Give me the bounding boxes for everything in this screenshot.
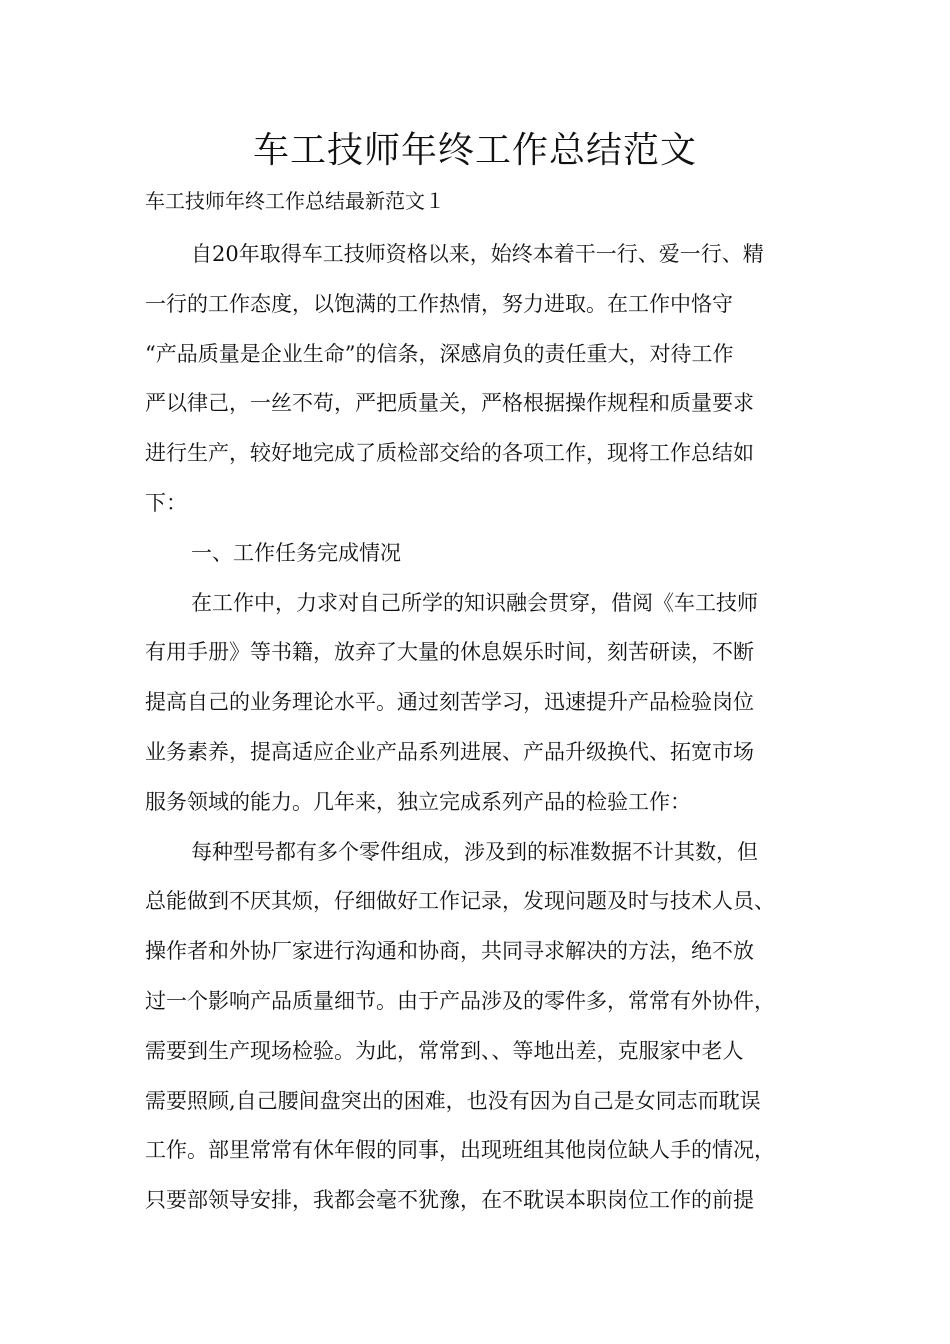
- body-line: 一行的工作态度，以饱满的工作热情，努力进取。在工作中恪守: [145, 291, 733, 316]
- body-line: 下：: [145, 490, 187, 515]
- body-line: 一、工作任务完成情况: [191, 540, 401, 565]
- body-line: 需要照顾,自己腰间盘突出的困难，也没有因为自己是女同志而耽误: [145, 1088, 761, 1113]
- document-body: [145, 230, 815, 1226]
- body-line: 总能做到不厌其烦，仔细做好工作记录，发现问题及时与技术人员、: [145, 889, 775, 914]
- body-line: 需要到生产现场检验。为此，常常到、、等地出差，克服家中老人: [145, 1038, 744, 1063]
- body-line: 只要部领导安排，我都会毫不犹豫，在不耽误本职岗位工作的前提: [145, 1188, 754, 1213]
- body-line: 操作者和外协厂家进行沟通和协商，共同寻求解决的方法，绝不放: [145, 939, 754, 964]
- body-line: 服务领域的能力。几年来，独立完成系列产品的检验工作：: [145, 789, 691, 814]
- body-line: 进行生产，较好地完成了质检部交给的各项工作，现将工作总结如: [145, 441, 754, 466]
- document-title: 车工技师年终工作总结范文: [252, 130, 697, 171]
- body-line: 有用手册》等书籍，放弃了大量的休息娱乐时间，刻苦研读，不断: [145, 640, 754, 665]
- body-line: 严以律己，一丝不苟，严把质量关，严格根据操作规程和质量要求: [145, 391, 754, 416]
- body-line: 每种型号都有多个零件组成，涉及到的标准数据不计其数，但: [191, 839, 758, 864]
- body-line: 自20年取得车工技师资格以来，始终本着干一行、爱一行、精: [191, 242, 764, 266]
- body-line: 工作。部里常常有休年假的同事，出现班组其他岗位缺人手的情况，: [145, 1138, 775, 1163]
- body-line: 业务素养，提高适应企业产品系列进展、产品升级换代、拓宽市场: [145, 739, 754, 764]
- body-line: 过一个影响产品质量细节。由于产品涉及的零件多，常常有外协件，: [145, 988, 775, 1013]
- body-line: “产品质量是企业生命”的信条，深感肩负的责任重大，对待工作: [145, 341, 734, 366]
- document-subtitle: 车工技师年终工作总结最新范文１: [145, 189, 445, 213]
- body-line: 在工作中，力求对自己所学的知识融会贯穿，借阅《车工技师: [191, 590, 758, 615]
- body-line: 提高自己的业务理论水平。通过刻苦学习，迅速提升产品检验岗位: [145, 690, 754, 715]
